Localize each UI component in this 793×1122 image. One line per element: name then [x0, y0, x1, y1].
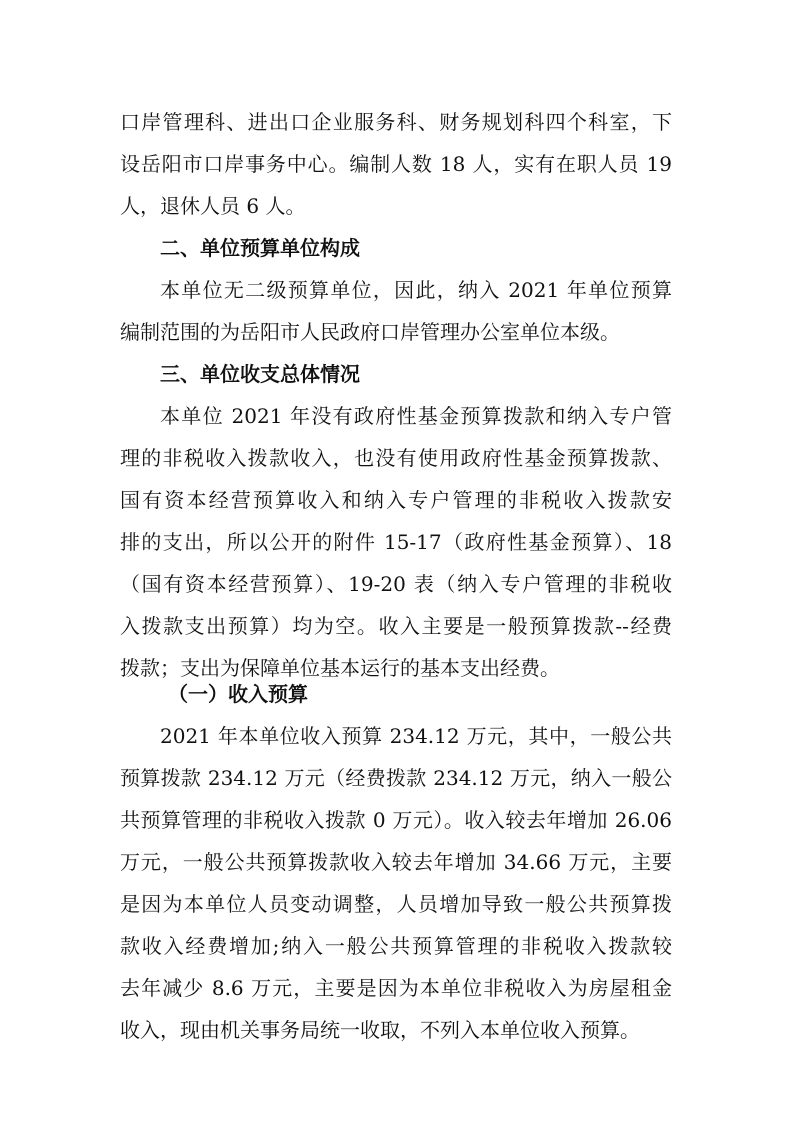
body-text-line: 万元，一般公共预算拨款收入较去年增加 34.66 万元，主要 [120, 850, 672, 874]
body-text-line: 设岳阳市口岸事务中心。编制人数 18 人，实有在职人员 19 [120, 152, 672, 176]
body-text-line: 编制范围的为岳阳市人民政府口岸管理办公室单位本级。 [120, 320, 620, 344]
body-text-line: 2021 年本单位收入预算 234.12 万元，其中，一般公共 [160, 724, 672, 748]
body-text-line: 排的支出，所以公开的附件 15-17（政府性基金预算）、18 [120, 530, 672, 554]
body-text-line: 预算拨款 234.12 万元（经费拨款 234.12 万元，纳入一般公 [120, 766, 672, 790]
body-text-line: 口岸管理科、进出口企业服务科、财务规划科四个科室，下 [120, 110, 672, 134]
body-text-line: 入拨款支出预算）均为空。收入主要是一般预算拨款--经费 [120, 614, 672, 638]
body-text-line: 共预算管理的非税收入拨款 0 万元）。收入较去年增加 26.06 [120, 808, 672, 832]
body-text-line: 拨款；支出为保障单位基本运行的基本支出经费。 [120, 656, 560, 680]
body-text-line: 款收入经费增加;纳入一般公共预算管理的非税收入拨款较 [120, 934, 672, 958]
section-heading: 二、单位预算单位构成 [160, 236, 360, 260]
subsection-heading: （一）收入预算 [168, 682, 308, 706]
body-text-line: （国有资本经营预算）、19-20 表（纳入专户管理的非税收 [120, 572, 672, 596]
body-text-line: 理的非税收入拨款收入，也没有使用政府性基金预算拨款、 [120, 446, 672, 470]
body-text-line: 国有资本经营预算收入和纳入专户管理的非税收入拨款安 [120, 488, 672, 512]
body-text-line: 是因为本单位人员变动调整，人员增加导致一般公共预算拨 [120, 892, 672, 916]
body-text-line: 去年减少 8.6 万元，主要是因为本单位非税收入为房屋租金 [120, 976, 672, 1000]
body-text-line: 本单位 2021 年没有政府性基金预算拨款和纳入专户管 [160, 404, 672, 428]
body-text-line: 收入，现由机关事务局统一收取，不列入本单位收入预算。 [120, 1018, 640, 1042]
body-text-line: 人，退休人员 6 人。 [120, 194, 306, 218]
body-text-line: 本单位无二级预算单位，因此，纳入 2021 年单位预算 [160, 278, 672, 302]
section-heading: 三、单位收支总体情况 [160, 362, 360, 386]
